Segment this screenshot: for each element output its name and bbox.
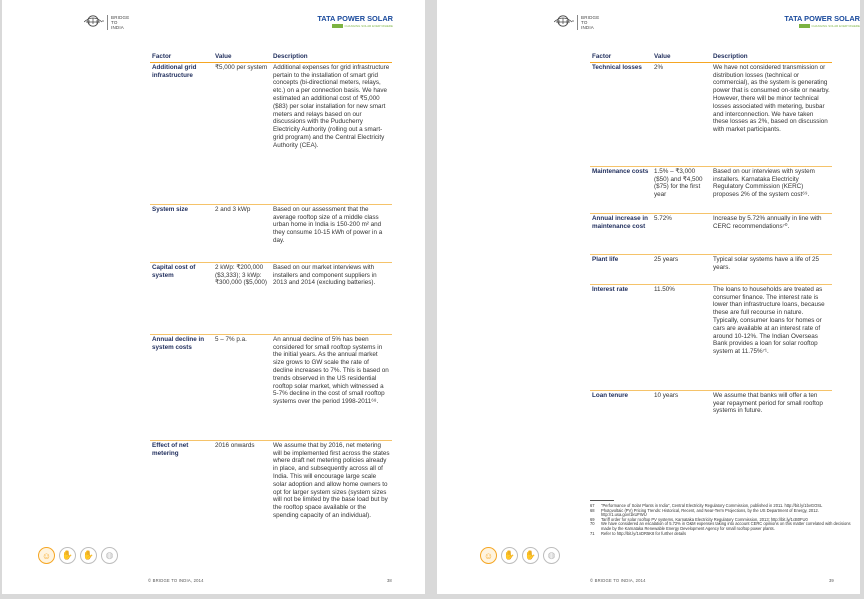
bridge-word: BRIDGE [581,15,600,20]
footnote-rule [590,500,614,501]
bridge-text [577,15,599,30]
hand-leaf-icon: ✋ [59,547,76,564]
factor-cell: Loan tenure [592,391,629,399]
value-cell: 11.50% [652,284,711,390]
table-row [590,284,832,390]
factor-cell: Maintenance costs [590,166,652,213]
factor-cell: Additional grid infrastructure [150,62,213,204]
value-cell: 25 years [652,254,711,284]
value-cell: 10 years [654,391,679,399]
value-cell: 5 – 7% p.a. [213,334,271,440]
hand-leaf-icon: ✋ [501,547,518,564]
table-row [150,334,392,440]
bridge-to-india-logo [84,15,129,30]
tata-tagline: CHANGING SOLAR EVERYWHERE [811,24,860,28]
header-factor: Factor [590,53,652,62]
description-cell: We assume that by 2016, net metering will be implemented first across the states where draft net metering policies already in place, and subsequently across all of India. This will encourage large scale solar adoption and allow home owners to opt for larger system sizes (system sizes will not be limited by the base load but by the rooftop space available or the spending capacity of an individual). [273,441,390,519]
footnotes [590,500,858,536]
hand-globe-icon: ✋ [80,547,97,564]
description-cell: The loans to households are treated as consumer finance. The interest rate is lower than infrastructure loans, because these are full recourse in nature. Typically, consumer loans for homes or cars are available at an interest rate of around 10-12%. The Indian Overseas Bank provides a loan for solar rooftop system at 11.75%⁷¹. [711,284,832,390]
icon-row [480,547,560,564]
page-number: 38 [387,578,392,583]
tata-power-solar-logo [317,14,393,28]
table-row [150,204,392,262]
smiley-sun-icon: ☺ [480,547,497,564]
tata-power-solar-logo [766,14,860,28]
table-row [150,262,392,334]
description-cell: An annual decline of 5% has been considered for small rooftop systems in the initial years. As the annual market size grows to GW scale the rate of decline increases to 7%. This is based on trends observed in the US residential rooftop solar market, which witnessed a 5-7% decline in the cost of small rooftop systems over the period 1998-2011⁶⁸. [271,334,392,440]
footnote [590,532,858,537]
factor-cell: Annual increase in maintenance cost [590,213,652,254]
footnote-text: Refer to http://bit.ly/1nDR5K8 for further details [601,530,687,536]
bridge-globe-icon [554,15,574,27]
footnote-number: 69 [590,516,595,522]
footnote-text: Tariff order for solar rooftop PV systems, Karnataka Electricity Regulatory Commission, 2013; http://bit.ly/1cB0FU0 [601,516,808,522]
table-row [150,440,392,558]
to-word: TO [581,20,588,25]
factor-cell: Interest rate [590,284,652,390]
copyright-footer: © BRIDGE TO INDIA, 2014 [148,578,204,583]
header-description: Description [271,53,392,62]
description-cell: We have not considered transmission or distribution losses (technical or commercial), as the system is generating power that is consumed on-site or nearby. However, there will be minor technical losses associated with metering, busbar and interconnection. We have taken these losses as 2%, based on discussion with market participants. [711,62,832,166]
factor-cell: Capital cost of system [150,262,213,334]
footnote-text: "Performance of Solar Plants in India", Central Electricity Regulatory Commission, published in 2011. http://bit.ly/1bvGOSL [601,503,823,508]
footnote-number: 71 [590,530,595,536]
description-cell: Based on our market interviews with installers and component suppliers in 2013 and 2014 (excluding batteries). [271,262,392,334]
description-cell: We assume that banks will offer a ten year repayment period for small rooftop systems in future. [713,391,823,415]
tata-badge [799,24,810,28]
assumptions-table-right [590,53,832,430]
factor-cell: System size [150,204,213,262]
bridge-word: BRIDGE [111,15,130,20]
description-cell: Additional expenses for grid infrastructure pertain to the installation of smart grid concepts (bi-directional meters, relays, etc.) on a per connection basis. We have estimated an additional cost of ₹5,000 ($83) per solar installation for new smart meters and relays based on our discussions with the Puducherry Electricity Authority (rolling out a smart-grid program) and the Central Electricity Authority (CEA). [271,62,392,204]
right-page [437,0,860,594]
footnote-text: We have considered an escalation of 5.72% in O&M expenses taking into account CERC opinions on this matter correlated with decisions made by the Karnataka Renewable Energy Development Agency for small rooftop power plants. [601,521,851,531]
value-cell: 2 kWp: ₹200,000 ($3,333); 3 kWp: ₹300,000 ($5,000) [213,262,271,334]
page-number: 39 [829,578,834,583]
table-row [150,62,392,204]
table-header-row [590,53,832,62]
factor-cell: Effect of net metering [152,441,189,457]
value-cell: 2 and 3 kWp [213,204,271,262]
globe-icon: ◍ [101,547,118,564]
tata-name: TATA POWER SOLAR [784,14,860,23]
description-cell: Increase by 5.72% annually in line with CERC recommendations⁷⁰. [711,213,832,254]
description-cell: Based on our interviews with system installers. Karnataka Electricity Regulatory Commission (KERC) proposes 2% of the system cost⁶⁹. [711,166,832,213]
table-row [590,390,832,430]
factor-cell: Technical losses [590,62,652,166]
table-row [590,213,832,254]
india-word: INDIA [581,25,595,30]
header-value: Value [213,53,271,62]
globe-icon: ◍ [543,547,560,564]
header-factor: Factor [150,53,213,62]
tata-badge [332,24,343,28]
tata-name: TATA POWER SOLAR [317,14,393,23]
to-word: TO [111,20,118,25]
table-row [590,254,832,284]
value-cell: ₹5,000 per system [213,62,271,204]
footnote-number: 68 [590,507,595,513]
factor-cell: Plant life [590,254,652,284]
value-cell: 1.5% – ₹3,000 ($50) and ₹4,500 ($75) for the first year [652,166,711,213]
hand-globe-icon: ✋ [522,547,539,564]
header-value: Value [652,53,711,62]
value-cell: 2016 onwards [215,441,255,449]
assumptions-table-left [150,53,392,558]
header-description: Description [711,53,832,62]
tata-tagline: CHANGING SOLAR EVERYWHERE [344,24,393,28]
copyright-footer: © BRIDGE TO INDIA, 2014 [590,578,646,583]
value-cell: 2% [652,62,711,166]
description-cell: Typical solar systems have a life of 25 years. [711,254,832,284]
left-page [2,0,425,594]
footnote-number: 70 [590,521,595,527]
icon-row [38,547,118,564]
footnote-text: Photovoltaic (PV) Pricing Trends: Historical, Recent, and Near-Term Projections, by the US Department of Energy, 2012. http://1.usa.gov/1kUFWU [601,507,819,518]
table-row [590,62,832,166]
value-cell: 5.72% [652,213,711,254]
india-word: INDIA [111,25,125,30]
footnote-number: 67 [590,503,595,508]
description-cell: Based on our assessment that the average rooftop size of a middle class urban home in India is 150-200 m² and they consume 10-15 kWh of power in a day. [271,204,392,262]
bridge-to-india-logo [554,15,599,30]
bridge-globe-icon [84,15,104,27]
factor-cell: Annual decline in system costs [150,334,213,440]
smiley-sun-icon: ☺ [38,547,55,564]
bridge-text [107,15,129,30]
table-row [590,166,832,213]
table-header-row [150,53,392,62]
